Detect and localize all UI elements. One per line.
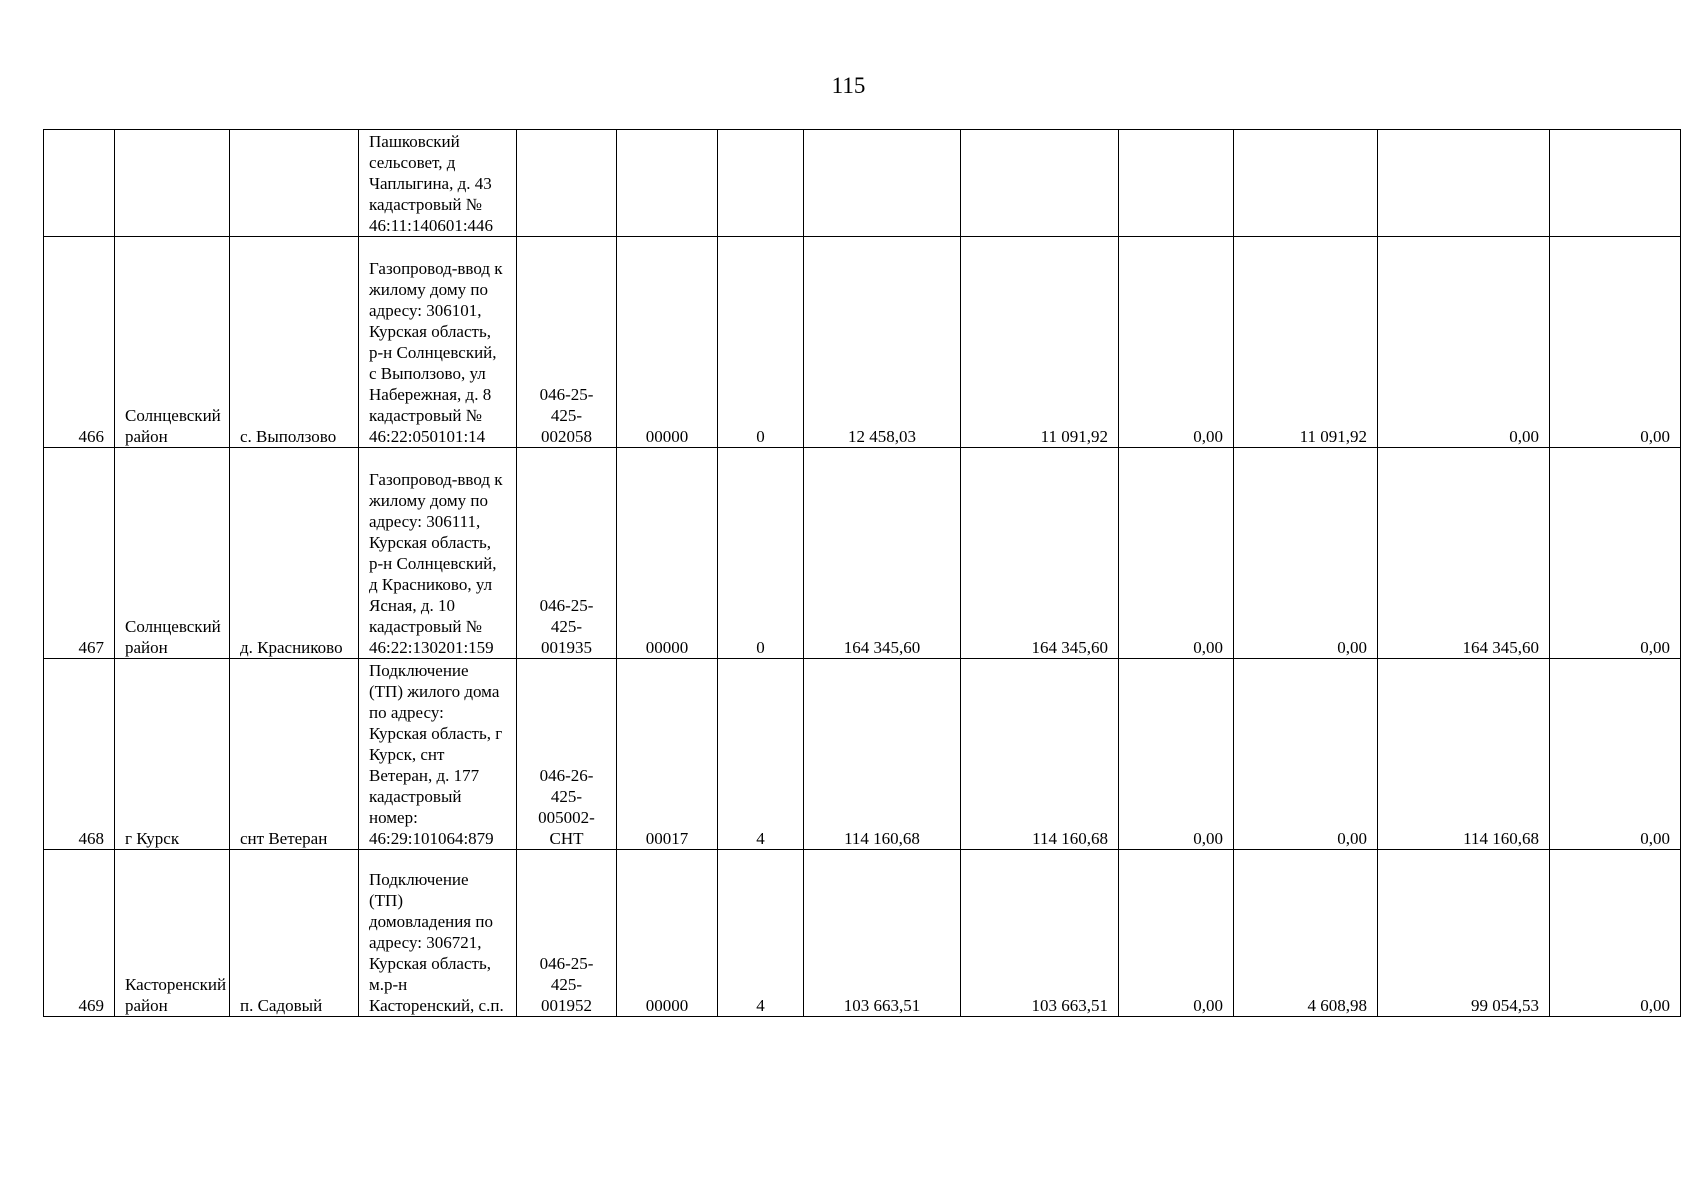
- cell-amount-col-4: 11 091,92: [1234, 237, 1378, 448]
- cell-amount-col-4: 0,00: [1234, 448, 1378, 659]
- cell-amount-col-4: 0,00: [1234, 659, 1378, 850]
- cell-amount-total: 103 663,51: [804, 850, 961, 1017]
- cell-object-description: Пашковский сельсовет, д Чаплыгина, д. 43 кадастровый № 46:11:140601:446: [359, 130, 517, 237]
- cell-code-a: 00000: [617, 850, 718, 1017]
- cell-amount-col-5: [1378, 130, 1550, 237]
- cell-amount-col-2: 103 663,51: [961, 850, 1119, 1017]
- cell-code-a: 00017: [617, 659, 718, 850]
- cell-amount-col-4: [1234, 130, 1378, 237]
- cell-row-number: [44, 130, 115, 237]
- cell-amount-col-2: 11 091,92: [961, 237, 1119, 448]
- cell-amount-col-3: 0,00: [1119, 237, 1234, 448]
- cell-object-code: 046-25-425-001935: [517, 448, 617, 659]
- cell-code-b: 4: [718, 850, 804, 1017]
- cell-amount-col-5: 0,00: [1378, 237, 1550, 448]
- cell-object-code: 046-26-425-005002-СНТ: [517, 659, 617, 850]
- cell-amount-col-4: 4 608,98: [1234, 850, 1378, 1017]
- page-number: 115: [831, 73, 866, 98]
- cell-district: Солнцевский район: [115, 448, 230, 659]
- cell-amount-total: [804, 130, 961, 237]
- cell-object-code: 046-25-425-001952: [517, 850, 617, 1017]
- cell-amount-col-3: [1119, 130, 1234, 237]
- cell-settlement: д. Красниково: [230, 448, 359, 659]
- cell-amount-total: 164 345,60: [804, 448, 961, 659]
- table-row: [44, 237, 1681, 448]
- cell-amount-col-3: 0,00: [1119, 850, 1234, 1017]
- cell-district: [115, 130, 230, 237]
- cell-district: Солнцевский район: [115, 237, 230, 448]
- cell-code-b: 0: [718, 448, 804, 659]
- cell-amount-col-5: 164 345,60: [1378, 448, 1550, 659]
- cell-amount-col-6: 0,00: [1550, 659, 1681, 850]
- table-row: [44, 659, 1681, 850]
- cell-amount-col-6: 0,00: [1550, 850, 1681, 1017]
- cell-code-b: 0: [718, 237, 804, 448]
- cell-amount-col-6: 0,00: [1550, 237, 1681, 448]
- cell-object-description: Подключение (ТП) домовладения по адресу: 306721, Курская область, м.р-н Касторенский, с.п.: [359, 850, 517, 1017]
- cell-object-code: [517, 130, 617, 237]
- cell-district: г Курск: [115, 659, 230, 850]
- cell-object-description: Подключение (ТП) жилого дома по адресу: Курская область, г Курск, снт Ветеран, д. 177 кадастровый номер: 46:29:101064:879: [359, 659, 517, 850]
- cell-amount-col-3: 0,00: [1119, 448, 1234, 659]
- cell-amount-col-2: 114 160,68: [961, 659, 1119, 850]
- cell-object-code: 046-25-425-002058: [517, 237, 617, 448]
- cell-settlement: п. Садовый: [230, 850, 359, 1017]
- cell-row-number: 468: [44, 659, 115, 850]
- cell-amount-col-5: 114 160,68: [1378, 659, 1550, 850]
- cell-settlement: [230, 130, 359, 237]
- cell-code-a: [617, 130, 718, 237]
- cell-code-b: 4: [718, 659, 804, 850]
- cell-settlement: снт Ветеран: [230, 659, 359, 850]
- cell-row-number: 467: [44, 448, 115, 659]
- cell-amount-col-6: 0,00: [1550, 448, 1681, 659]
- cell-amount-col-2: [961, 130, 1119, 237]
- cell-amount-col-6: [1550, 130, 1681, 237]
- cell-amount-total: 12 458,03: [804, 237, 961, 448]
- table-row: [44, 448, 1681, 659]
- cell-amount-col-2: 164 345,60: [961, 448, 1119, 659]
- cell-amount-col-5: 99 054,53: [1378, 850, 1550, 1017]
- cell-amount-total: 114 160,68: [804, 659, 961, 850]
- cell-row-number: 466: [44, 237, 115, 448]
- registry-table: [43, 129, 1681, 1017]
- cell-code-b: [718, 130, 804, 237]
- cell-code-a: 00000: [617, 448, 718, 659]
- cell-district: Касторенский район: [115, 850, 230, 1017]
- table-row: [44, 850, 1681, 1017]
- cell-object-description: Газопровод-ввод к жилому дому по адресу: 306111, Курская область, р-н Солнцевский, д Красниково, ул Ясная, д. 10 кадастровый № 46:22:130201:159: [359, 448, 517, 659]
- table-row: [44, 130, 1681, 237]
- cell-amount-col-3: 0,00: [1119, 659, 1234, 850]
- cell-object-description: Газопровод-ввод к жилому дому по адресу: 306101, Курская область, р-н Солнцевский, с Выползово, ул Набережная, д. 8 кадастровый № 46:22:050101:14: [359, 237, 517, 448]
- cell-settlement: с. Выползово: [230, 237, 359, 448]
- cell-code-a: 00000: [617, 237, 718, 448]
- cell-row-number: 469: [44, 850, 115, 1017]
